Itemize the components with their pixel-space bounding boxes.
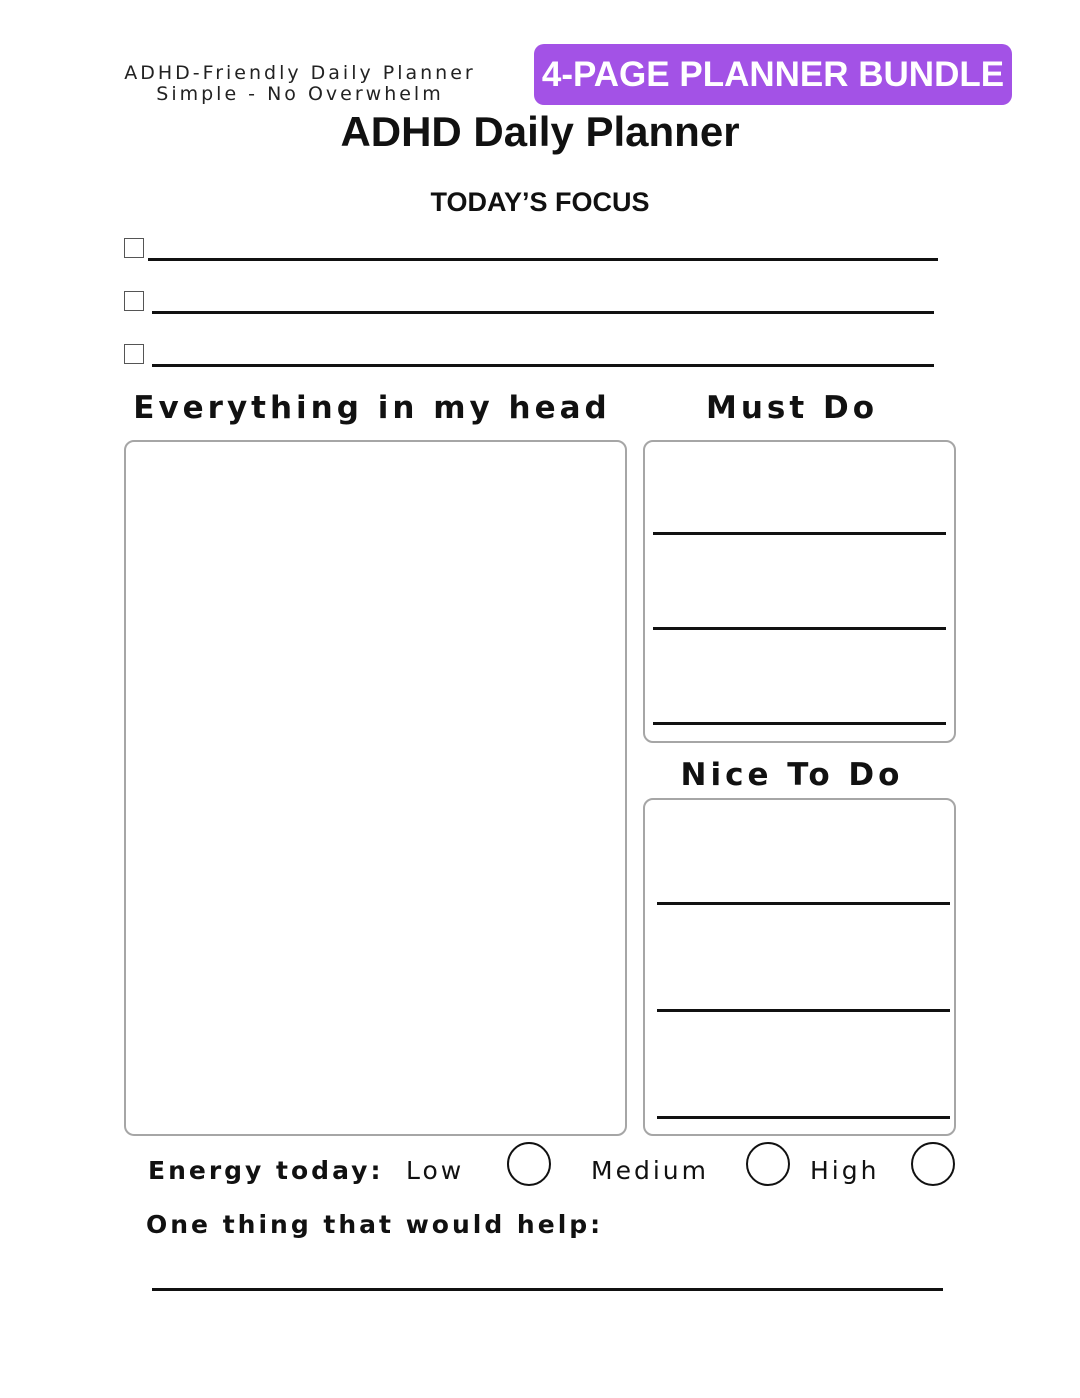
energy-low-circle[interactable] (507, 1142, 551, 1186)
page-title: ADHD Daily Planner (340, 108, 740, 155)
focus-line-2[interactable] (152, 311, 934, 314)
must-do-label: Must Do (705, 390, 878, 426)
tagline-line1: ADHD-Friendly Daily Planner (124, 62, 476, 84)
focus-checkbox-3[interactable] (124, 344, 144, 364)
nice-to-do-box (643, 798, 956, 1136)
energy-option-low-label: Low (406, 1156, 465, 1185)
bundle-badge: 4-PAGE PLANNER BUNDLE (534, 44, 1012, 105)
tagline-line2: Simple - No Overwhelm (156, 83, 444, 105)
nice-to-do-label: Nice To Do (680, 757, 904, 793)
nice-to-do-line-3[interactable] (657, 1116, 950, 1119)
help-label: One thing that would help: (146, 1210, 604, 1239)
must-do-line-3[interactable] (653, 722, 946, 725)
nice-to-do-line-1[interactable] (657, 902, 950, 905)
energy-option-high-label: High (810, 1156, 880, 1185)
focus-title: TODAY’S FOCUS (430, 187, 650, 217)
energy-medium-circle[interactable] (746, 1142, 790, 1186)
energy-option-medium-label: Medium (591, 1156, 709, 1185)
help-line[interactable] (152, 1288, 943, 1291)
focus-line-3[interactable] (152, 364, 934, 367)
focus-checkbox-1[interactable] (124, 238, 144, 258)
must-do-box (643, 440, 956, 743)
focus-checkbox-2[interactable] (124, 291, 144, 311)
brain-dump-box[interactable] (124, 440, 627, 1136)
focus-line-1[interactable] (148, 258, 938, 261)
must-do-line-1[interactable] (653, 532, 946, 535)
energy-label: Energy today: (148, 1156, 384, 1185)
energy-high-circle[interactable] (911, 1142, 955, 1186)
nice-to-do-line-2[interactable] (657, 1009, 950, 1012)
brain-dump-label: Everything in my head (133, 390, 611, 426)
must-do-line-2[interactable] (653, 627, 946, 630)
